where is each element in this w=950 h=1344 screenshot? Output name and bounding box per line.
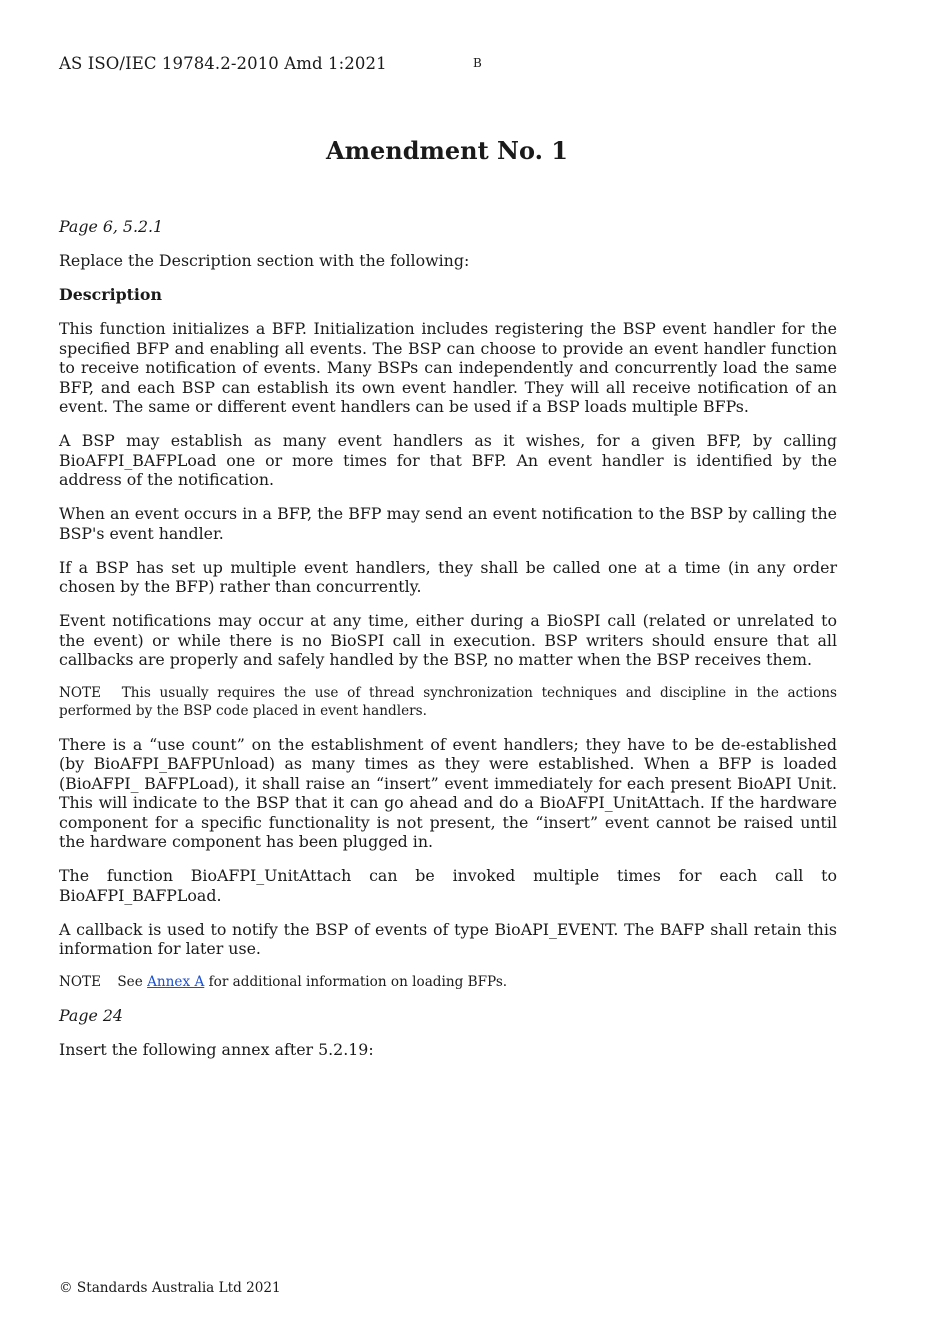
instruction-insert: Insert the following annex after 5.2.19: <box>59 1039 374 1059</box>
paragraph-7: The function BioAFPI_UnitAttach can be invoked multiple times for each call to BioAFPI_BAFPLoad. <box>59 866 837 905</box>
paragraph-3: When an event occurs in a BFP, the BFP may send an event notification to the BSP by calling the BSP's event handler. <box>59 504 837 543</box>
paragraph-1: This function initializes a BFP. Initialization includes registering the BSP event handler for the specified BFP and enabling all events. The BSP can choose to provide an event handler function to receive notification of events. Many BSPs can independently and concurrently load the same BFP, and each BSP can establish its own event handler. They will all receive notification of an event. The same or different event handlers can be used if a BSP loads multiple BFPs. <box>59 319 837 416</box>
note-1-text: This usually requires the use of thread synchronization techniques and discipline in the actions performed by the BSP code placed in event handlers. <box>59 685 837 719</box>
paragraph-8: A callback is used to notify the BSP of events of type BioAPI_EVENT. The BAFP shall retain this information for later use. <box>59 919 837 958</box>
page-marker: B <box>473 56 482 70</box>
copyright-footer: © Standards Australia Ltd 2021 <box>59 1280 281 1296</box>
note-2-suffix: for additional information on loading BFPs. <box>208 974 508 990</box>
amendment-title: Amendment No. 1 <box>325 136 568 165</box>
instruction-replace: Replace the Description section with the following: <box>59 251 470 270</box>
paragraph-2: A BSP may establish as many event handlers as it wishes, for a given BFP, by calling BioAFPI_BAFPLoad one or more times for that BFP. An event handler is identified by the address of the notification. <box>59 431 837 489</box>
document-identifier: AS ISO/IEC 19784.2-2010 Amd 1:2021 <box>59 54 387 73</box>
description-heading: Description <box>59 285 162 304</box>
annex-a-link[interactable]: Annex A <box>147 974 205 990</box>
note-1-label: NOTE <box>59 685 102 701</box>
page-reference-2: Page 24 <box>59 1005 123 1025</box>
note-2-prefix: See <box>117 974 143 990</box>
amendment-body <box>59 217 837 1074</box>
note-2 <box>59 973 837 991</box>
note-2-label: NOTE <box>59 974 102 990</box>
paragraph-5: Event notifications may occur at any time, either during a BioSPI call (related or unrelated to the event) or while there is no BioSPI call in execution. BSP writers should ensure that all callbacks are properly and safely handled by the BSP, no matter when the BSP receives them. <box>59 611 837 669</box>
page-reference-1: Page 6, 5.2.1 <box>59 217 164 236</box>
note-1 <box>59 684 837 720</box>
paragraph-6: There is a “use count” on the establishment of event handlers; they have to be de-established (by BioAFPI_BAFPUnload) as many times as they were established. When a BFP is loaded (BioAFPI_ BAFPLoad), it shall raise an “insert” event immediately for each present BioAPI Unit. This will indicate to the BSP that it can go ahead and do a BioAFPI_UnitAttach. If the hardware component for a specific functionality is not present, the “insert” event cannot be raised until the hardware component has been plugged in. <box>59 734 837 851</box>
paragraph-4: If a BSP has set up multiple event handlers, they shall be called one at a time (in any order chosen by the BFP) rather than concurrently. <box>59 557 837 596</box>
